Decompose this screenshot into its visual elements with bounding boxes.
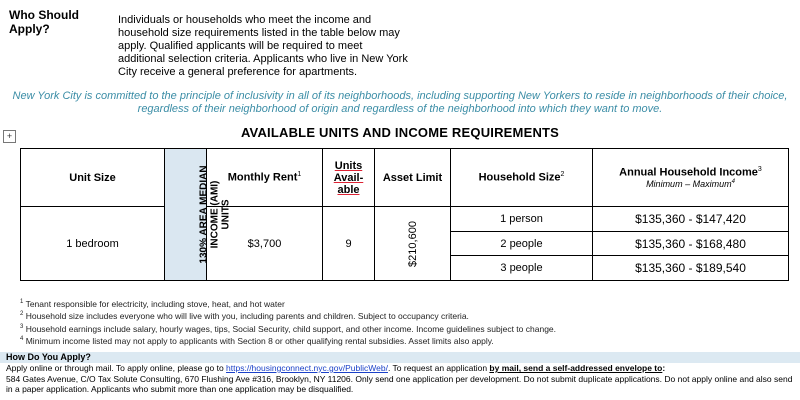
who-should-apply-label: Who Should Apply? xyxy=(9,8,79,36)
header-monthly-rent: Monthly Rent$^1$ xyxy=(207,149,323,207)
table-move-handle-icon[interactable]: + xyxy=(3,130,16,143)
footnotes xyxy=(20,297,790,346)
cell-household-size: 1 person xyxy=(451,207,593,232)
footnote: $^3$ Household earnings include salary, hourly wages, tips, Social Security, child support, and other income. Income guidelines subject to change. xyxy=(20,323,557,334)
footnote: $^1$ Tenant responsible for electricity, including stove, heat, and hot water xyxy=(20,298,285,309)
header-household-size: Household Size$^2$ xyxy=(451,149,593,207)
cell-asset-limit xyxy=(375,207,451,281)
cell-income-range: $135,360 - $189,540 xyxy=(593,256,789,281)
ami-header-cell xyxy=(165,149,232,281)
header-asset-limit: Asset Limit xyxy=(375,149,451,207)
cell-household-size: 2 people xyxy=(451,232,593,256)
asset-limit-value: $210,600 xyxy=(406,220,419,267)
ami-label: 130% AREA MEDIAN INCOME (AMI) UNITS xyxy=(198,165,232,264)
how-to-apply-text: Apply online or through mail. To apply online, please go to https://housingconnect.nyc.gov/PublicWeb/. To request an application by mail, send a self-addressed envelope to: 584 Gates Avenue, C/O Tax Solute Consulting, 670 Flushing Ave #316, Brooklyn, NY 11206. Only send one application per development. Do not submit duplicate applications. Do not apply online and also send in a paper application. Applicants who submit more than one application may be disqualified. xyxy=(6,363,793,394)
inclusivity-statement: New York City is committed to the principle of inclusivity in all of its neighborhoods, including supporting New Yorkers to reside in neighborhoods of their choice, regardless of their neighborhood of origin and regardless of the neighborhood into which they want to move. xyxy=(12,90,788,115)
footnote: $^2$ Household size includes everyone who will live with you, including parents and children. Subject to occupancy criteria. xyxy=(20,311,469,322)
cell-unit-size: 1 bedroom xyxy=(21,207,165,281)
cell-income-range: $135,360 - $168,480 xyxy=(593,232,789,256)
cell-income-range: $135,360 - $147,420 xyxy=(593,207,789,232)
how-to-apply-header: How Do You Apply? xyxy=(0,352,800,363)
header-annual-income: Annual Household Income$^3$ Minimum – Maximum$^4$ xyxy=(593,149,789,207)
footnote: $^4$ Minimum income listed may not apply to applicants with Section 8 or other qualifying rental subsidies. Asset limits also apply. xyxy=(20,335,494,346)
cell-units-available: 9 xyxy=(323,207,375,281)
who-should-apply-text: Individuals or households who meet the income and household size requirements listed in the table below may apply. Qualified applicants will be required to meet additional selection criteria. Applicants who live in New York City receive a general preference for apartments. xyxy=(118,14,408,78)
cell-monthly-rent: $3,700 xyxy=(207,207,323,281)
header-units-available: Units Avail-able xyxy=(323,149,375,207)
housing-connect-link[interactable]: https://housingconnect.nyc.gov/PublicWeb/ xyxy=(226,363,388,373)
units-income-table xyxy=(20,148,789,281)
header-unit-size: Unit Size xyxy=(21,149,165,207)
cell-household-size: 3 people xyxy=(451,256,593,281)
table-title: AVAILABLE UNITS AND INCOME REQUIREMENTS xyxy=(240,125,560,140)
